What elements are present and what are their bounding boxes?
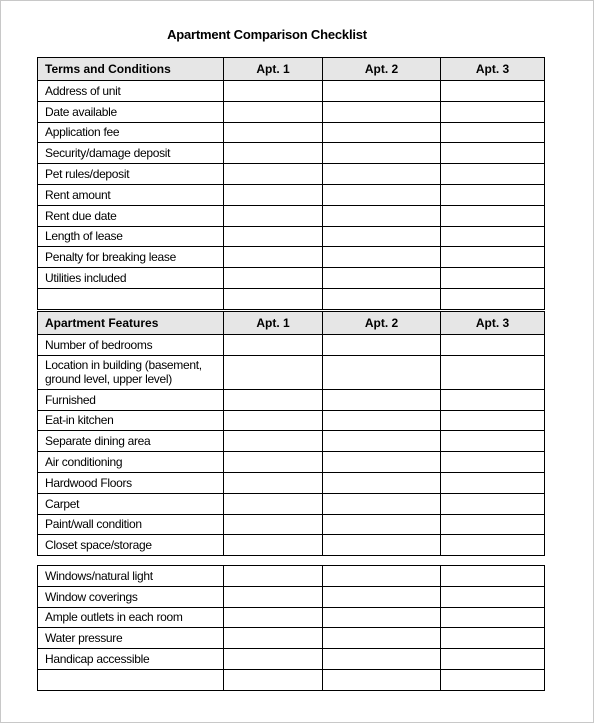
table-row: [38, 607, 545, 628]
apt-3-cell[interactable]: [441, 586, 545, 607]
apt-2-cell[interactable]: [323, 205, 441, 226]
column-header-apt-3: Apt. 3: [441, 312, 545, 335]
table-row: [38, 493, 545, 514]
more-features-table: [37, 565, 545, 691]
table-row: [38, 410, 545, 431]
apt-3-cell[interactable]: [441, 389, 545, 410]
apt-3-cell[interactable]: [441, 268, 545, 289]
apt-1-cell[interactable]: [224, 335, 323, 356]
apt-2-cell[interactable]: [323, 184, 441, 205]
apt-3-cell[interactable]: [441, 184, 545, 205]
apt-2-cell[interactable]: [323, 493, 441, 514]
table-row: [38, 389, 545, 410]
table-row: [38, 122, 545, 143]
row-label: Rent amount: [38, 184, 224, 205]
apt-3-cell[interactable]: [441, 649, 545, 670]
apt-1-cell[interactable]: [224, 355, 323, 389]
row-label: Windows/natural light: [38, 566, 224, 587]
row-label: Handicap accessible: [38, 649, 224, 670]
row-label: Location in building (basement, ground level, upper level): [38, 355, 224, 389]
apt-1-cell[interactable]: [224, 452, 323, 473]
column-header-apt-1: Apt. 1: [224, 312, 323, 335]
table-row: [38, 355, 545, 389]
apt-2-cell[interactable]: [323, 586, 441, 607]
table-row: [38, 535, 545, 556]
apt-1-cell[interactable]: [224, 472, 323, 493]
apt-2-cell[interactable]: [323, 566, 441, 587]
table-row: [38, 247, 545, 268]
apt-2-cell[interactable]: [323, 226, 441, 247]
row-label: Water pressure: [38, 628, 224, 649]
apt-1-cell[interactable]: [224, 101, 323, 122]
table-row: [38, 143, 545, 164]
apt-1-cell[interactable]: [224, 586, 323, 607]
apt-1-cell[interactable]: [224, 649, 323, 670]
terms-table: [37, 57, 545, 310]
table-row: [38, 514, 545, 535]
apt-1-cell[interactable]: [224, 628, 323, 649]
row-label: Length of lease: [38, 226, 224, 247]
apt-1-cell[interactable]: [224, 81, 323, 102]
apt-1-cell[interactable]: [224, 164, 323, 185]
table-row: [38, 288, 545, 309]
column-header-apt-1: Apt. 1: [224, 58, 323, 81]
apt-2-cell[interactable]: [323, 164, 441, 185]
apt-3-cell[interactable]: [441, 205, 545, 226]
apt-1-cell[interactable]: [224, 288, 323, 309]
apt-3-cell[interactable]: [441, 452, 545, 473]
row-label: Closet space/storage: [38, 535, 224, 556]
apt-3-cell[interactable]: [441, 226, 545, 247]
apt-1-cell[interactable]: [224, 389, 323, 410]
features-header-row: [38, 312, 545, 335]
page-title: Apartment Comparison Checklist: [167, 27, 367, 42]
row-label: Rent due date: [38, 205, 224, 226]
apt-2-cell[interactable]: [323, 389, 441, 410]
row-label: Furnished: [38, 389, 224, 410]
apt-3-cell[interactable]: [441, 514, 545, 535]
row-label: Utilities included: [38, 268, 224, 289]
apt-2-cell[interactable]: [323, 669, 441, 690]
apt-3-cell[interactable]: [441, 566, 545, 587]
table-row: [38, 268, 545, 289]
row-label: Window coverings: [38, 586, 224, 607]
table-row: [38, 226, 545, 247]
features-table: [37, 311, 545, 556]
apt-1-cell[interactable]: [224, 514, 323, 535]
table-row: [38, 184, 545, 205]
column-header-apt-2: Apt. 2: [323, 58, 441, 81]
row-label: Number of bedrooms: [38, 335, 224, 356]
apt-3-cell[interactable]: [441, 628, 545, 649]
apt-1-cell[interactable]: [224, 226, 323, 247]
apt-3-cell[interactable]: [441, 669, 545, 690]
row-label: Date available: [38, 101, 224, 122]
terms-header-row: [38, 58, 545, 81]
apt-2-cell[interactable]: [323, 431, 441, 452]
apt-1-cell[interactable]: [224, 247, 323, 268]
apt-1-cell[interactable]: [224, 535, 323, 556]
row-label: Pet rules/deposit: [38, 164, 224, 185]
apt-1-cell[interactable]: [224, 669, 323, 690]
apt-2-cell[interactable]: [323, 607, 441, 628]
apt-1-cell[interactable]: [224, 184, 323, 205]
apt-3-cell[interactable]: [441, 607, 545, 628]
row-label: Separate dining area: [38, 431, 224, 452]
table-row: [38, 452, 545, 473]
row-label: Penalty for breaking lease: [38, 247, 224, 268]
apt-1-cell[interactable]: [224, 431, 323, 452]
apt-2-cell[interactable]: [323, 247, 441, 268]
table-row: [38, 205, 545, 226]
table-row: [38, 101, 545, 122]
table-row: [38, 472, 545, 493]
apt-3-cell[interactable]: [441, 493, 545, 514]
table-row: [38, 649, 545, 670]
section-header: Apartment Features: [38, 312, 224, 335]
table-row: [38, 669, 545, 690]
row-label: Application fee: [38, 122, 224, 143]
apt-2-cell[interactable]: [323, 535, 441, 556]
row-label: [38, 669, 224, 690]
table-row: [38, 566, 545, 587]
apt-3-cell[interactable]: [441, 164, 545, 185]
row-label: Ample outlets in each room: [38, 607, 224, 628]
apt-3-cell[interactable]: [441, 335, 545, 356]
row-label: Paint/wall condition: [38, 514, 224, 535]
apt-2-cell[interactable]: [323, 335, 441, 356]
apt-3-cell[interactable]: [441, 535, 545, 556]
apt-1-cell[interactable]: [224, 205, 323, 226]
apt-2-cell[interactable]: [323, 355, 441, 389]
section-header: Terms and Conditions: [38, 58, 224, 81]
apt-1-cell[interactable]: [224, 122, 323, 143]
row-label: Address of unit: [38, 81, 224, 102]
apt-2-cell[interactable]: [323, 268, 441, 289]
apt-2-cell[interactable]: [323, 101, 441, 122]
row-label: Air conditioning: [38, 452, 224, 473]
apt-3-cell[interactable]: [441, 431, 545, 452]
apt-2-cell[interactable]: [323, 122, 441, 143]
apt-3-cell[interactable]: [441, 122, 545, 143]
apt-3-cell[interactable]: [441, 143, 545, 164]
apt-3-cell[interactable]: [441, 410, 545, 431]
apt-1-cell[interactable]: [224, 410, 323, 431]
apt-1-cell[interactable]: [224, 143, 323, 164]
apt-3-cell[interactable]: [441, 288, 545, 309]
apt-3-cell[interactable]: [441, 81, 545, 102]
apt-2-cell[interactable]: [323, 410, 441, 431]
apt-2-cell[interactable]: [323, 514, 441, 535]
table-row: [38, 335, 545, 356]
column-header-apt-3: Apt. 3: [441, 58, 545, 81]
table-row: [38, 81, 545, 102]
apt-1-cell[interactable]: [224, 607, 323, 628]
apt-3-cell[interactable]: [441, 101, 545, 122]
table-row: [38, 586, 545, 607]
table-row: [38, 628, 545, 649]
row-label: Hardwood Floors: [38, 472, 224, 493]
row-label: Eat-in kitchen: [38, 410, 224, 431]
apt-1-cell[interactable]: [224, 566, 323, 587]
apt-3-cell[interactable]: [441, 472, 545, 493]
apt-3-cell[interactable]: [441, 247, 545, 268]
apt-2-cell[interactable]: [323, 288, 441, 309]
apt-3-cell[interactable]: [441, 355, 545, 389]
column-header-apt-2: Apt. 2: [323, 312, 441, 335]
row-label: Carpet: [38, 493, 224, 514]
apt-2-cell[interactable]: [323, 81, 441, 102]
apt-2-cell[interactable]: [323, 472, 441, 493]
apt-2-cell[interactable]: [323, 452, 441, 473]
apt-1-cell[interactable]: [224, 493, 323, 514]
apt-1-cell[interactable]: [224, 268, 323, 289]
row-label: [38, 288, 224, 309]
apt-2-cell[interactable]: [323, 628, 441, 649]
table-row: [38, 431, 545, 452]
row-label: Security/damage deposit: [38, 143, 224, 164]
table-row: [38, 164, 545, 185]
apt-2-cell[interactable]: [323, 649, 441, 670]
apt-2-cell[interactable]: [323, 143, 441, 164]
